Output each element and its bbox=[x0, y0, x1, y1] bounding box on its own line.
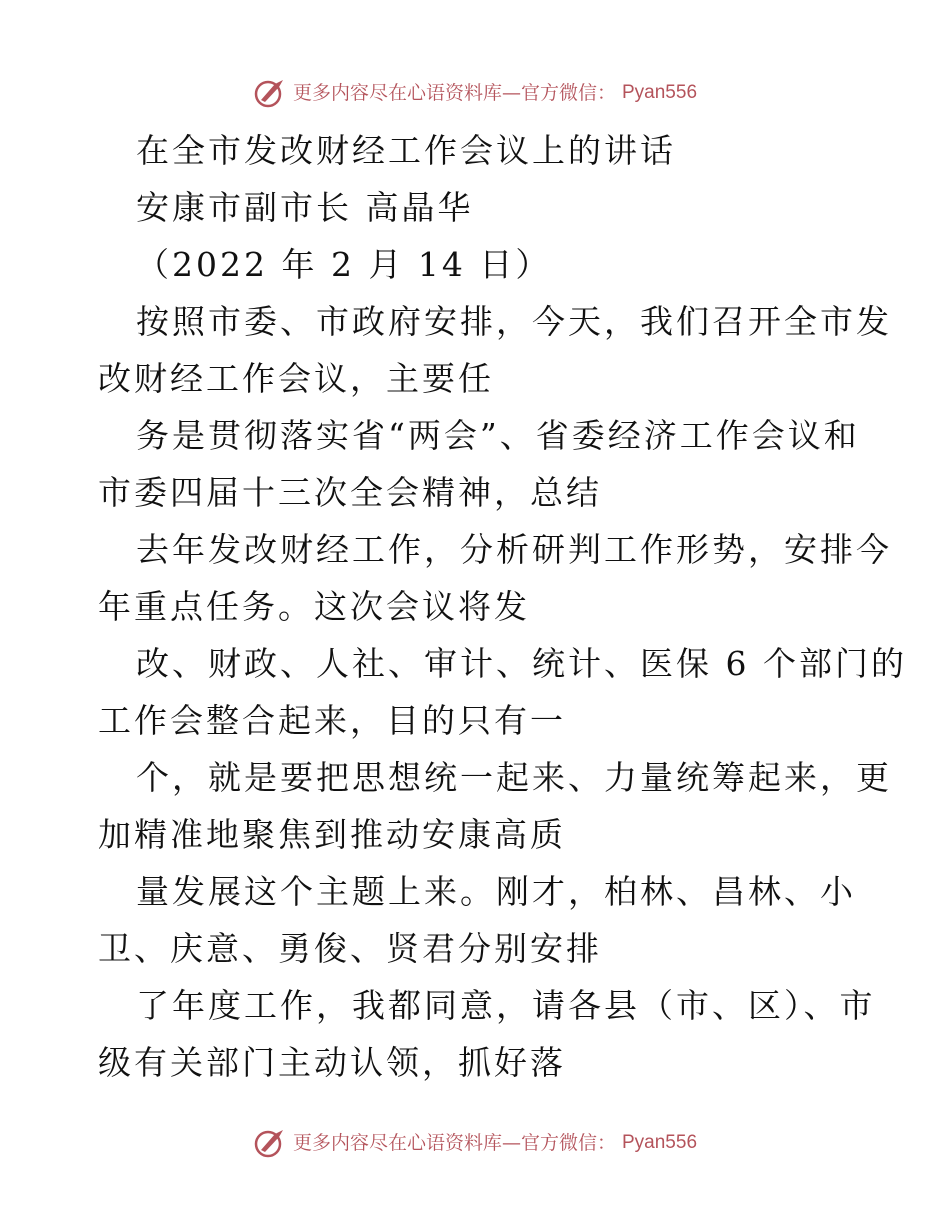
body-line: 个，就是要把思想统一起来、力量统筹起来，更 bbox=[136, 758, 892, 797]
quill-pen-seal-icon bbox=[253, 1128, 287, 1158]
watermark-account: Pyan556 bbox=[622, 82, 698, 103]
body-line: 量发展这个主题上来。刚才，柏林、昌林、小 bbox=[136, 872, 856, 911]
body-line: 加精准地聚焦到推动安康高质 bbox=[98, 815, 566, 854]
body-line: 去年发改财经工作，分析研判工作形势，安排今 bbox=[136, 530, 892, 569]
body-line: 级有关部门主动认领，抓好落 bbox=[98, 1043, 566, 1082]
body-line: 改、财政、人社、审计、统计、医保 6 个部门的 bbox=[136, 644, 907, 683]
document-title: 在全市发改财经工作会议上的讲话 bbox=[136, 131, 676, 170]
body-line: 改财经工作会议，主要任 bbox=[98, 359, 494, 398]
watermark-text: 更多内容尽在心语资料库—官方微信： bbox=[292, 1132, 616, 1154]
date-line: （2022 年 2 月 14 日） bbox=[136, 245, 552, 284]
body-line: 了年度工作，我都同意，请各县（市、区）、市 bbox=[136, 986, 876, 1025]
document-body bbox=[98, 122, 907, 1091]
body-line: 务是贯彻落实省“两会”、省委经济工作会议和 bbox=[136, 416, 860, 455]
footer-watermark bbox=[0, 1128, 950, 1158]
quill-pen-seal-icon bbox=[253, 78, 287, 108]
watermark-text: 更多内容尽在心语资料库—官方微信： bbox=[292, 82, 616, 104]
speaker-line: 安康市副市长 高晶华 bbox=[136, 188, 474, 227]
body-line: 卫、庆意、勇俊、贤君分别安排 bbox=[98, 929, 602, 968]
body-text bbox=[98, 293, 907, 1091]
body-line: 年重点任务。这次会议将发 bbox=[98, 587, 530, 626]
body-line: 市委四届十三次全会精神，总结 bbox=[98, 473, 602, 512]
body-line: 工作会整合起来，目的只有一 bbox=[98, 701, 566, 740]
watermark-account: Pyan556 bbox=[622, 1132, 698, 1153]
header-watermark bbox=[0, 78, 950, 108]
body-line: 按照市委、市政府安排，今天，我们召开全市发 bbox=[136, 302, 892, 341]
